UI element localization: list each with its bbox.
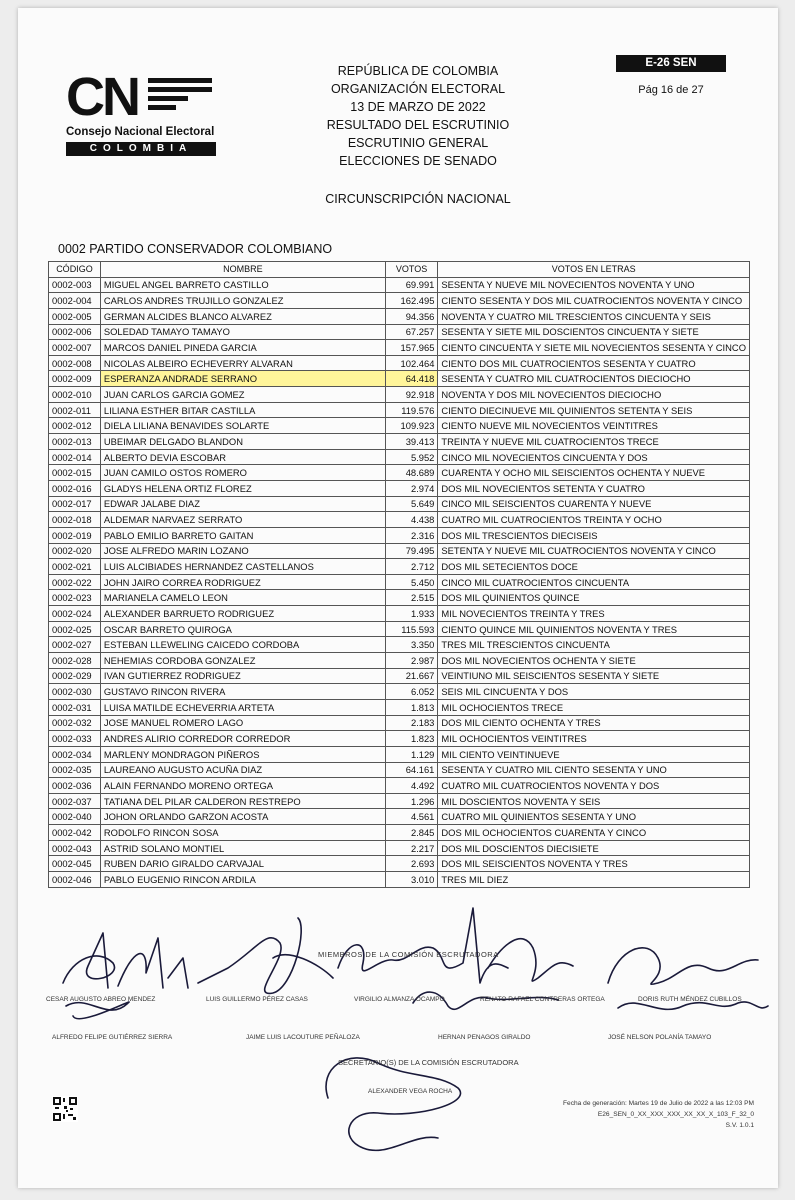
table-row <box>49 809 750 825</box>
candidate-votes: 2.183 <box>385 715 438 731</box>
candidate-votes: 1.129 <box>385 746 438 762</box>
candidate-code: 0002-023 <box>49 590 101 606</box>
candidate-name: GUSTAVO RINCON RIVERA <box>100 684 385 700</box>
candidate-votes: 162.495 <box>385 293 438 309</box>
candidate-code: 0002-036 <box>49 778 101 794</box>
candidate-name: MARLENY MONDRAGON PIÑEROS <box>100 746 385 762</box>
candidate-votes-letters: SESENTA Y SIETE MIL DOSCIENTOS CINCUENTA Y SIETE <box>438 324 750 340</box>
candidate-name: JUAN CARLOS GARCIA GOMEZ <box>100 387 385 403</box>
candidate-votes: 2.515 <box>385 590 438 606</box>
table-row <box>49 387 750 403</box>
column-header-name: NOMBRE <box>100 262 385 278</box>
candidate-votes-letters: CIENTO QUINCE MIL QUINIENTOS NOVENTA Y TRES <box>438 621 750 637</box>
candidate-votes: 2.845 <box>385 825 438 841</box>
candidate-votes-letters: MIL CIENTO VEINTINUEVE <box>438 746 750 762</box>
software-version: S.V. 1.0.1 <box>725 1122 754 1129</box>
candidate-code: 0002-040 <box>49 809 101 825</box>
candidate-votes: 1.933 <box>385 606 438 622</box>
candidate-name: MARCOS DANIEL PINEDA GARCIA <box>100 340 385 356</box>
candidate-code: 0002-008 <box>49 355 101 371</box>
table-row <box>49 715 750 731</box>
candidate-votes: 64.161 <box>385 762 438 778</box>
candidate-votes: 102.464 <box>385 355 438 371</box>
candidate-code: 0002-042 <box>49 825 101 841</box>
circumscription: CIRCUNSCRIPCIÓN NACIONAL <box>325 192 511 206</box>
members-title: MIEMBROS DE LA COMISIÓN ESCRUTADORA <box>318 950 499 959</box>
table-row <box>49 465 750 481</box>
candidate-code: 0002-037 <box>49 793 101 809</box>
secretary-name: ALEXANDER VEGA ROCHA <box>368 1088 453 1095</box>
candidate-votes-letters: DOS MIL DOSCIENTOS DIECISIETE <box>438 840 750 856</box>
candidate-votes-letters: MIL OCHOCIENTOS TRECE <box>438 699 750 715</box>
candidate-votes-letters: SESENTA Y CUATRO MIL CUATROCIENTOS DIECIOCHO <box>438 371 750 387</box>
candidate-name: GERMAN ALCIDES BLANCO ALVAREZ <box>100 308 385 324</box>
candidate-votes-letters: CIENTO SESENTA Y DOS MIL CUATROCIENTOS NOVENTA Y CINCO <box>438 293 750 309</box>
candidate-code: 0002-046 <box>49 871 101 887</box>
candidate-name: RUBEN DARIO GIRALDO CARVAJAL <box>100 856 385 872</box>
candidate-votes: 2.987 <box>385 653 438 669</box>
candidate-votes-letters: CINCO MIL CUATROCIENTOS CINCUENTA <box>438 574 750 590</box>
candidate-code: 0002-013 <box>49 434 101 450</box>
page-number: Pág 16 de 27 <box>638 84 704 96</box>
candidate-votes: 79.495 <box>385 543 438 559</box>
table-row <box>49 699 750 715</box>
candidate-votes-letters: DOS MIL SETECIENTOS DOCE <box>438 559 750 575</box>
candidate-votes-letters: SESENTA Y NUEVE MIL NOVECIENTOS NOVENTA Y UNO <box>438 277 750 293</box>
candidate-votes-letters: CUATRO MIL CUATROCIENTOS NOVENTA Y DOS <box>438 778 750 794</box>
candidate-votes: 157.965 <box>385 340 438 356</box>
candidate-code: 0002-007 <box>49 340 101 356</box>
table-row <box>49 621 750 637</box>
candidate-votes: 2.693 <box>385 856 438 872</box>
candidate-name: JUAN CAMILO OSTOS ROMERO <box>100 465 385 481</box>
candidate-name: CARLOS ANDRES TRUJILLO GONZALEZ <box>100 293 385 309</box>
header-line: REPÚBLICA DE COLOMBIA <box>337 64 499 78</box>
table-row <box>49 871 750 887</box>
signatory-name: LUIS GUILLERMO PÉREZ CASAS <box>206 996 308 1003</box>
column-header-votes: VOTOS <box>385 262 438 278</box>
table-row <box>49 308 750 324</box>
candidate-code: 0002-033 <box>49 731 101 747</box>
candidate-votes: 2.217 <box>385 840 438 856</box>
candidate-name: NICOLAS ALBEIRO ECHEVERRY ALVARAN <box>100 355 385 371</box>
candidate-name: NEHEMIAS CORDOBA GONZALEZ <box>100 653 385 669</box>
candidate-votes-letters: CUATRO MIL CUATROCIENTOS TREINTA Y OCHO <box>438 512 750 528</box>
logo-stripes-icon <box>148 78 214 118</box>
candidate-name: DIELA LILIANA BENAVIDES SOLARTE <box>100 418 385 434</box>
table-row <box>49 684 750 700</box>
table-row <box>49 825 750 841</box>
candidate-name: JOHON ORLANDO GARZON ACOSTA <box>100 809 385 825</box>
candidate-code: 0002-024 <box>49 606 101 622</box>
candidate-name: LUIS ALCIBIADES HERNANDEZ CASTELLANOS <box>100 559 385 575</box>
candidate-code: 0002-020 <box>49 543 101 559</box>
candidate-votes-letters: DOS MIL CIENTO OCHENTA Y TRES <box>438 715 750 731</box>
candidate-code: 0002-012 <box>49 418 101 434</box>
candidate-code: 0002-014 <box>49 449 101 465</box>
candidate-code: 0002-034 <box>49 746 101 762</box>
form-code-badge: E-26 SEN <box>616 55 726 72</box>
signatory-name: DORIS RUTH MÉNDEZ CUBILLOS <box>638 996 742 1003</box>
candidate-votes: 4.561 <box>385 809 438 825</box>
candidate-code: 0002-045 <box>49 856 101 872</box>
candidate-code: 0002-006 <box>49 324 101 340</box>
candidate-name: ANDRES ALIRIO CORREDOR CORREDOR <box>100 731 385 747</box>
table-row <box>49 543 750 559</box>
candidate-votes-letters: CIENTO DOS MIL CUATROCIENTOS SESENTA Y CUATRO <box>438 355 750 371</box>
candidate-votes-letters: CINCO MIL NOVECIENTOS CINCUENTA Y DOS <box>438 449 750 465</box>
table-row <box>49 355 750 371</box>
candidate-votes-letters: CUARENTA Y OCHO MIL SEISCIENTOS OCHENTA Y NUEVE <box>438 465 750 481</box>
secretary-title: SECRETARIO(S) DE LA COMISIÓN ESCRUTADORA <box>338 1058 519 1067</box>
candidate-name: SOLEDAD TAMAYO TAMAYO <box>100 324 385 340</box>
candidate-name: UBEIMAR DELGADO BLANDON <box>100 434 385 450</box>
candidate-name: ALBERTO DEVIA ESCOBAR <box>100 449 385 465</box>
candidate-votes: 5.952 <box>385 449 438 465</box>
table-row <box>49 449 750 465</box>
column-header-votes-letters: VOTOS EN LETRAS <box>438 262 750 278</box>
candidate-code: 0002-011 <box>49 402 101 418</box>
candidate-votes: 109.923 <box>385 418 438 434</box>
table-row <box>49 418 750 434</box>
table-row <box>49 793 750 809</box>
candidate-code: 0002-004 <box>49 293 101 309</box>
candidate-name: PABLO EMILIO BARRETO GAITAN <box>100 527 385 543</box>
signatory-name: ALFREDO FELIPE GUTIÉRREZ SIERRA <box>52 1034 173 1041</box>
qr-code-icon <box>52 1096 78 1122</box>
results-body <box>49 277 750 887</box>
signatory-name: CESAR AUGUSTO ABREO MENDEZ <box>46 996 156 1003</box>
signatory-name: RENATO RAFAEL CONTRERAS ORTEGA <box>480 996 605 1003</box>
header-line: 13 DE MARZO DE 2022 <box>350 100 486 114</box>
candidate-votes-letters: CINCO MIL SEISCIENTOS CUARENTA Y NUEVE <box>438 496 750 512</box>
table-row <box>49 746 750 762</box>
candidate-name: ESPERANZA ANDRADE SERRANO <box>100 371 385 387</box>
candidate-name: MARIANELA CAMELO LEON <box>100 590 385 606</box>
candidate-votes: 3.010 <box>385 871 438 887</box>
candidate-name: IVAN GUTIERREZ RODRIGUEZ <box>100 668 385 684</box>
candidate-votes-letters: CIENTO CINCUENTA Y SIETE MIL NOVECIENTOS SESENTA Y CINCO <box>438 340 750 356</box>
results-table <box>48 261 750 888</box>
table-row <box>49 668 750 684</box>
candidate-votes-letters: NOVENTA Y CUATRO MIL TRESCIENTOS CINCUENTA Y SEIS <box>438 308 750 324</box>
party-title: 0002 PARTIDO CONSERVADOR COLOMBIANO <box>58 242 333 256</box>
table-row <box>49 778 750 794</box>
table-row <box>49 512 750 528</box>
table-row <box>49 856 750 872</box>
candidate-votes: 2.974 <box>385 480 438 496</box>
table-row <box>49 371 750 387</box>
candidate-name: TATIANA DEL PILAR CALDERON RESTREPO <box>100 793 385 809</box>
candidate-code: 0002-035 <box>49 762 101 778</box>
logo-country: COLOMBIA <box>66 142 216 156</box>
table-row <box>49 434 750 450</box>
candidate-votes-letters: DOS MIL SEISCIENTOS NOVENTA Y TRES <box>438 856 750 872</box>
candidate-name: OSCAR BARRETO QUIROGA <box>100 621 385 637</box>
candidate-name: ESTEBAN LLEWELING CAICEDO CORDOBA <box>100 637 385 653</box>
column-header-code: CÓDIGO <box>49 262 101 278</box>
candidate-code: 0002-032 <box>49 715 101 731</box>
candidate-votes-letters: VEINTIUNO MIL SEISCIENTOS SESENTA Y SIETE <box>438 668 750 684</box>
candidate-code: 0002-027 <box>49 637 101 653</box>
candidate-code: 0002-003 <box>49 277 101 293</box>
candidate-name: LILIANA ESTHER BITAR CASTILLA <box>100 402 385 418</box>
candidate-code: 0002-015 <box>49 465 101 481</box>
candidate-votes-letters: DOS MIL OCHOCIENTOS CUARENTA Y CINCO <box>438 825 750 841</box>
candidate-code: 0002-043 <box>49 840 101 856</box>
candidate-code: 0002-010 <box>49 387 101 403</box>
table-row <box>49 637 750 653</box>
candidate-name: ALEXANDER BARRUETO RODRIGUEZ <box>100 606 385 622</box>
candidate-votes-letters: CIENTO NUEVE MIL NOVECIENTOS VEINTITRES <box>438 418 750 434</box>
candidate-votes-letters: TRES MIL DIEZ <box>438 871 750 887</box>
candidate-name: RODOLFO RINCON SOSA <box>100 825 385 841</box>
table-row <box>49 402 750 418</box>
table-row <box>49 340 750 356</box>
candidate-name: GLADYS HELENA ORTIZ FLOREZ <box>100 480 385 496</box>
candidate-votes: 115.593 <box>385 621 438 637</box>
table-row <box>49 496 750 512</box>
signatory-name: VIRGILIO ALMANZA OCAMPO <box>354 996 445 1003</box>
table-row <box>49 606 750 622</box>
table-row <box>49 559 750 575</box>
candidate-votes: 4.492 <box>385 778 438 794</box>
generation-date: Fecha de generación: Martes 19 de Julio de 2022 a las 12:03 PM <box>563 1100 754 1107</box>
candidate-name: MIGUEL ANGEL BARRETO CASTILLO <box>100 277 385 293</box>
candidate-code: 0002-031 <box>49 699 101 715</box>
candidate-name: JOSE ALFREDO MARIN LOZANO <box>100 543 385 559</box>
table-row <box>49 731 750 747</box>
logo-org-name: Consejo Nacional Electoral <box>66 126 215 138</box>
candidate-votes: 92.918 <box>385 387 438 403</box>
signatory-name: JOSÉ NELSON POLANÍA TAMAYO <box>608 1034 712 1041</box>
document-page <box>18 8 778 1188</box>
candidate-votes-letters: TRES MIL TRESCIENTOS CINCUENTA <box>438 637 750 653</box>
header-line: ORGANIZACIÓN ELECTORAL <box>330 82 506 96</box>
candidate-name: ALDEMAR NARVAEZ SERRATO <box>100 512 385 528</box>
candidate-votes-letters: DOS MIL QUINIENTOS QUINCE <box>438 590 750 606</box>
candidate-votes: 2.712 <box>385 559 438 575</box>
candidate-votes: 69.991 <box>385 277 438 293</box>
table-row <box>49 653 750 669</box>
candidate-code: 0002-018 <box>49 512 101 528</box>
candidate-votes: 39.413 <box>385 434 438 450</box>
candidate-name: LUISA MATILDE ECHEVERRIA ARTETA <box>100 699 385 715</box>
candidate-code: 0002-009 <box>49 371 101 387</box>
candidate-name: JOHN JAIRO CORREA RODRIGUEZ <box>100 574 385 590</box>
candidate-votes: 1.296 <box>385 793 438 809</box>
candidate-votes-letters: TREINTA Y NUEVE MIL CUATROCIENTOS TRECE <box>438 434 750 450</box>
candidate-code: 0002-022 <box>49 574 101 590</box>
candidate-votes-letters: NOVENTA Y DOS MIL NOVECIENTOS DIECIOCHO <box>438 387 750 403</box>
candidate-votes: 5.649 <box>385 496 438 512</box>
candidate-votes-letters: SETENTA Y NUEVE MIL CUATROCIENTOS NOVENTA Y CINCO <box>438 543 750 559</box>
table-row <box>49 840 750 856</box>
candidate-name: LAUREANO AUGUSTO ACUÑA DIAZ <box>100 762 385 778</box>
candidate-name: ALAIN FERNANDO MORENO ORTEGA <box>100 778 385 794</box>
table-header-row <box>49 262 750 278</box>
header-line: ESCRUTINIO GENERAL <box>347 136 489 150</box>
candidate-code: 0002-005 <box>49 308 101 324</box>
candidate-name: PABLO EUGENIO RINCON ARDILA <box>100 871 385 887</box>
candidate-votes: 1.823 <box>385 731 438 747</box>
candidate-votes-letters: DOS MIL NOVECIENTOS SETENTA Y CUATRO <box>438 480 750 496</box>
candidate-code: 0002-030 <box>49 684 101 700</box>
header-line: ELECCIONES DE SENADO <box>339 154 497 168</box>
document-header <box>268 62 568 170</box>
file-code: E26_SEN_0_XX_XXX_XXX_XX_XX_X_103_F_32_0 <box>597 1111 754 1118</box>
header-line: RESULTADO DEL ESCRUTINIO <box>326 118 510 132</box>
candidate-name: EDWAR JALABE DIAZ <box>100 496 385 512</box>
candidate-votes-letters: DOS MIL TRESCIENTOS DIECISEIS <box>438 527 750 543</box>
candidate-votes-letters: MIL OCHOCIENTOS VEINTITRES <box>438 731 750 747</box>
candidate-votes: 5.450 <box>385 574 438 590</box>
table-row <box>49 324 750 340</box>
candidate-code: 0002-021 <box>49 559 101 575</box>
candidate-votes: 6.052 <box>385 684 438 700</box>
candidate-votes-letters: MIL DOSCIENTOS NOVENTA Y SEIS <box>438 793 750 809</box>
cne-logo <box>66 67 218 158</box>
candidate-code: 0002-029 <box>49 668 101 684</box>
candidate-votes: 2.316 <box>385 527 438 543</box>
candidate-code: 0002-028 <box>49 653 101 669</box>
signature-area <box>18 888 778 1188</box>
candidate-votes: 4.438 <box>385 512 438 528</box>
candidate-code: 0002-019 <box>49 527 101 543</box>
candidate-votes: 119.576 <box>385 402 438 418</box>
candidate-code: 0002-025 <box>49 621 101 637</box>
candidate-votes-letters: SEIS MIL CINCUENTA Y DOS <box>438 684 750 700</box>
table-row <box>49 480 750 496</box>
candidate-votes: 1.813 <box>385 699 438 715</box>
candidate-votes: 48.689 <box>385 465 438 481</box>
candidate-votes: 67.257 <box>385 324 438 340</box>
candidate-votes: 3.350 <box>385 637 438 653</box>
table-row <box>49 762 750 778</box>
candidate-name: JOSE MANUEL ROMERO LAGO <box>100 715 385 731</box>
table-row <box>49 277 750 293</box>
candidate-votes-letters: MIL NOVECIENTOS TREINTA Y TRES <box>438 606 750 622</box>
candidate-votes: 21.667 <box>385 668 438 684</box>
logo-mark: CN <box>66 67 138 127</box>
candidate-votes-letters: CIENTO DIECINUEVE MIL QUINIENTOS SETENTA Y SEIS <box>438 402 750 418</box>
signatory-name: HERNAN PENAGOS GIRALDO <box>438 1034 531 1041</box>
candidate-votes: 64.418 <box>385 371 438 387</box>
table-row <box>49 293 750 309</box>
table-row <box>49 574 750 590</box>
candidate-votes: 94.356 <box>385 308 438 324</box>
generation-info <box>458 1098 754 1131</box>
candidate-votes-letters: DOS MIL NOVECIENTOS OCHENTA Y SIETE <box>438 653 750 669</box>
candidate-votes-letters: SESENTA Y CUATRO MIL CIENTO SESENTA Y UNO <box>438 762 750 778</box>
table-row <box>49 590 750 606</box>
candidate-code: 0002-017 <box>49 496 101 512</box>
candidate-code: 0002-016 <box>49 480 101 496</box>
candidate-name: ASTRID SOLANO MONTIEL <box>100 840 385 856</box>
table-row <box>49 527 750 543</box>
candidate-votes-letters: CUATRO MIL QUINIENTOS SESENTA Y UNO <box>438 809 750 825</box>
signatory-name: JAIME LUIS LACOUTURE PEÑALOZA <box>246 1034 360 1041</box>
